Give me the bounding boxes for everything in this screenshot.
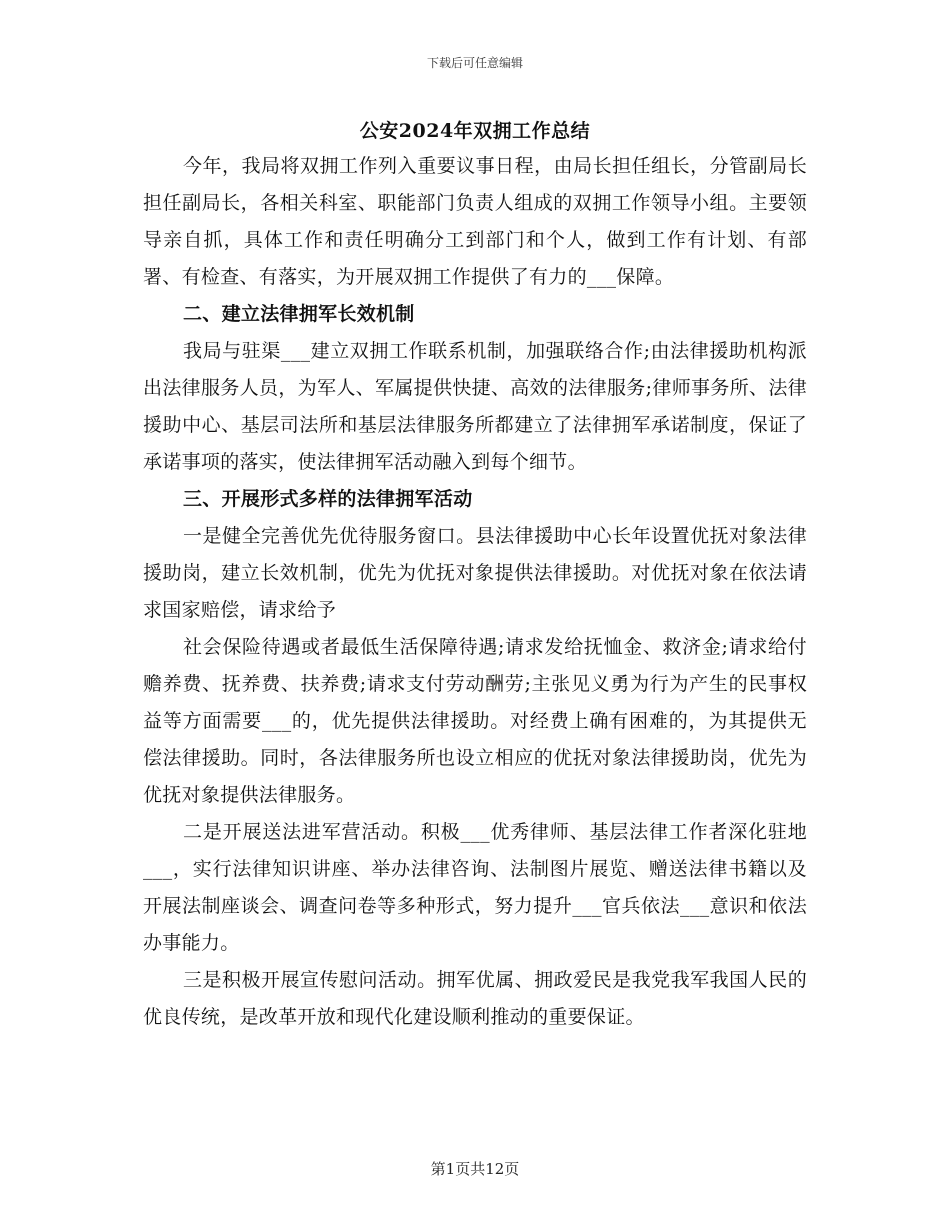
document-body [143, 148, 807, 1036]
document-title: 公安2024年双拥工作总结 [359, 120, 591, 142]
header-note: 下载后可任意编辑 [426, 56, 523, 70]
section-heading-3: 三、开展形式多样的法律拥军活动 [183, 488, 473, 510]
paragraph-item-3: 三是积极开展宣传慰问活动。拥军优属、拥政爱民是我党我军我国人民的优良传统，是改革开放和现代化建设顺利推动的重要保证。 [143, 969, 807, 1028]
paragraph-item-1: 一是健全完善优先优待服务窗口。县法律援助中心长年设置优抚对象法律援助岗，建立长效机制，优先为优抚对象提供法律援助。对优抚对象在依法请求国家赔偿，请求给予 [143, 525, 807, 621]
paragraph-item-1-cont: 社会保险待遇或者最低生活保障待遇;请求发给抚恤金、救济金;请求给付赡养费、抚养费、扶养费;请求支付劳动酬劳;主张见义勇为行为产生的民事权益等方面需要___的，优先提供法律援助。对经费上确有困难的，为其提供无偿法律援助。同时，各法律服务所也设立相应的优抚对象法律援助岗，优先为优抚对象提供法律服务。 [143, 636, 807, 806]
paragraph-section-2: 我局与驻渠___建立双拥工作联系机制，加强联络合作;由法律援助机构派出法律服务人员，为军人、军属提供快捷、高效的法律服务;律师事务所、法律援助中心、基层司法所和基层法律服务所都建立了法律拥军承诺制度，保证了承诺事项的落实，使法律拥军活动融入到每个细节。 [143, 340, 807, 473]
section-heading-2: 二、建立法律拥军长效机制 [183, 303, 415, 325]
paragraph-item-2: 二是开展送法进军营活动。积极___优秀律师、基层法律工作者深化驻地___，实行法律知识讲座、举办法律咨询、法制图片展览、赠送法律书籍以及开展法制座谈会、调查问卷等多种形式，努力提升___官兵依法___意识和依法办事能力。 [143, 821, 807, 954]
paragraph-intro: 今年，我局将双拥工作列入重要议事日程，由局长担任组长，分管副局长担任副局长，各相关科室、职能部门负责人组成的双拥工作领导小组。主要领导亲自抓，具体工作和责任明确分工到部门和个人，做到工作有计划、有部署、有检查、有落实，为开展双拥工作提供了有力的___保障。 [143, 155, 807, 288]
page-footer: 第1页共12页 [430, 1160, 520, 1178]
